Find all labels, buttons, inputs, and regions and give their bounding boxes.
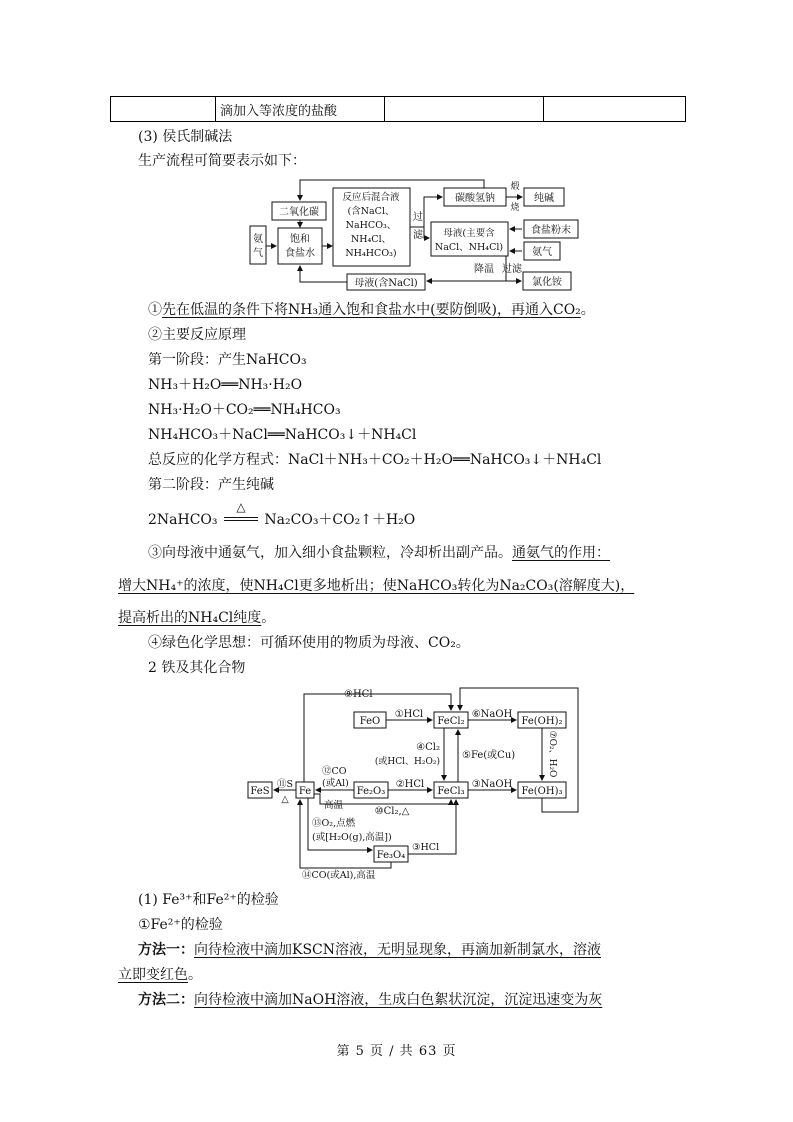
point-3-end: 。 <box>261 610 276 626</box>
label-ammonia: 氨气 <box>532 247 552 258</box>
table-cell <box>385 97 544 122</box>
table-cell: 滴加入等浓度的盐酸 <box>216 97 385 122</box>
label-hcl9: ⑨HCl <box>344 689 373 700</box>
label-mix-2: NaHCO₃、 <box>345 220 397 231</box>
label-feo: FeO <box>359 716 381 727</box>
label-cool: 降温 <box>474 264 494 275</box>
label-mix-4: NH₄HCO₃) <box>345 248 397 259</box>
label-calcine-a: 煅 <box>510 182 520 192</box>
label-filter-b: 滤 <box>413 230 423 241</box>
label-co2: 二氧化碳 <box>279 207 319 218</box>
label-fe: Fe <box>298 786 312 797</box>
label-r4a: ④Cl₂ <box>416 742 440 753</box>
label-mother-b: NaCl、NH₄Cl) <box>434 242 504 253</box>
method-1-line-2 <box>118 965 202 985</box>
point-3-line-1 <box>148 543 610 563</box>
label-hcl1: ①HCl <box>394 709 424 720</box>
method-1-line-1 <box>138 940 601 960</box>
label-mother-nacl: 母液(含NaCl) <box>354 278 418 289</box>
label-r12c: 高温 <box>324 800 344 811</box>
label-r7: ⑦O₂、H₂O <box>547 730 557 778</box>
label-hcl2: ②HCl <box>395 779 425 790</box>
label-soda: 纯碱 <box>534 193 554 204</box>
label-calcine-b: 烧 <box>510 203 520 213</box>
label-fe3o4: Fe₃O₄ <box>376 850 406 861</box>
stage-2: 第二阶段：产生纯碱 <box>148 477 274 493</box>
method-1-label: 方法一： <box>138 942 194 958</box>
point-3-b: 通氨气的作用： <box>512 545 610 561</box>
label-r4b: (或HCl、H₂O₂) <box>374 757 440 767</box>
label-salt-powder: 食盐粉末 <box>531 225 571 236</box>
label-r12b: (或Al) <box>322 778 349 789</box>
table-cell <box>544 97 686 122</box>
method-1-text-b: 立即变红色 <box>118 967 188 983</box>
method-2-label: 方法二： <box>138 992 194 1008</box>
point-2: ②主要反应原理 <box>148 327 246 343</box>
label-r13b: (或[H₂O(g),高温]) <box>312 832 392 843</box>
label-brine-a: 饱和 <box>290 234 310 245</box>
stage-1: 第一阶段：产生NaHCO₃ <box>148 352 307 368</box>
method-2-text: 向待检液中滴加NaOH溶液，生成白色絮状沉淀，沉淀迅速变为灰 <box>194 992 603 1008</box>
label-mix-3: NH₄Cl、 <box>350 234 392 245</box>
label-r11-heat: △ <box>281 794 289 805</box>
point-1 <box>148 300 595 320</box>
point-3-line-2: 增大NH₄⁺的浓度，使NH₄Cl更多地析出；使NaHCO₃转化为Na₂CO₃(溶解度大)， <box>118 578 635 594</box>
label-r12a: ⑫CO <box>322 766 347 777</box>
point-3-line-3 <box>118 608 275 628</box>
label-nh4cl: 氯化铵 <box>532 277 562 288</box>
heat-condition: △ <box>236 500 246 514</box>
label-fecl3: FeCl₃ <box>437 786 465 797</box>
label-mother-a: 母液(主要含 <box>443 228 495 239</box>
label-filter2: 过滤 <box>502 264 522 275</box>
point-1-text: 先在低温的条件下将NH₃通入饱和食盐水中(要防倒吸)，再通入CO₂ <box>162 302 581 318</box>
method-1-text-a: 向待检液中滴加KSCN溶液，无明显现象，再滴加新制氯水，溶液 <box>194 942 602 958</box>
page-footer: 第 5 页 / 共 63 页 <box>336 1044 457 1059</box>
heat-equals-sign <box>222 500 260 527</box>
detect-heading: (1) Fe³⁺和Fe²⁺的检验 <box>138 892 279 908</box>
point-4: ④绿色化学思想：可循环使用的物质为母液、CO₂。 <box>148 635 470 651</box>
top-table <box>110 96 686 122</box>
table-cell <box>111 97 216 122</box>
equation-heat-left: 2NaHCO₃ <box>148 512 218 528</box>
label-brine-b: 食盐水 <box>285 248 315 259</box>
equation-heat-right: Na₂CO₃＋CO₂↑＋H₂O <box>264 512 416 528</box>
point-3-d: 提高析出的NH₄Cl纯度 <box>118 610 262 626</box>
label-r13a: ⑬O₂,点燃 <box>312 818 356 829</box>
label-filter-a: 过 <box>413 212 423 223</box>
section-heading-hou: (3) 侯氏制碱法 <box>138 129 233 145</box>
label-naoh3: ③NaOH <box>471 779 513 790</box>
label-fes: FeS <box>250 786 270 797</box>
equation-3: NH₄HCO₃＋NaCl══NaHCO₃↓＋NH₄Cl <box>148 427 417 443</box>
label-fe2o3: Fe₂O₃ <box>356 786 386 797</box>
table-row <box>111 97 686 122</box>
label-feoh2: Fe(OH)₂ <box>521 716 563 727</box>
label-fecl2: FeCl₂ <box>437 716 465 727</box>
method-1-end: 。 <box>188 967 202 983</box>
iron-compounds-diagram <box>244 684 582 880</box>
arrow-to-mother <box>424 227 429 238</box>
method-2-line-1 <box>138 990 602 1010</box>
flow-intro: 生产流程可简要表示如下： <box>138 153 306 169</box>
label-hcl3b: ③HCl <box>412 842 440 853</box>
equation-2: NH₃·H₂O＋CO₂══NH₄HCO₃ <box>148 402 341 418</box>
point-3-a: ③向母液中通氨气，加入细小食盐颗粒，冷却析出副产品。 <box>148 545 512 561</box>
hou-process-diagram <box>244 176 584 296</box>
label-r14: ⑭CO(或Al),高温 <box>302 870 376 880</box>
detect-sub: ①Fe²⁺的检验 <box>138 917 223 933</box>
point-1-num: ① <box>148 302 162 318</box>
label-nh3-a: 氨 <box>253 234 263 245</box>
arrow-recycle-brine <box>300 266 347 282</box>
section-heading-iron: 2 铁及其化合物 <box>148 660 246 676</box>
point-1-end: 。 <box>580 302 595 318</box>
label-feoh3: Fe(OH)₃ <box>521 786 563 797</box>
label-naoh6: ⑥NaOH <box>471 709 513 720</box>
label-r5: ⑤Fe(或Cu) <box>462 750 516 761</box>
label-nahco3: 碳酸氢钠 <box>455 193 495 204</box>
equation-total: 总反应的化学方程式：NaCl＋NH₃＋CO₂＋H₂O══NaHCO₃↓＋NH₄Cl <box>148 452 602 468</box>
label-mix-0: 反应后混合液 <box>342 192 400 203</box>
label-r10: ⑩Cl₂,△ <box>374 806 410 817</box>
equation-1: NH₃＋H₂O══NH₃·H₂O <box>148 377 303 393</box>
equation-heat <box>148 500 416 530</box>
label-r11: ⑪S <box>276 779 294 790</box>
label-mix-1: (含NaCl、 <box>347 206 395 217</box>
label-nh3-b: 气 <box>253 248 263 259</box>
